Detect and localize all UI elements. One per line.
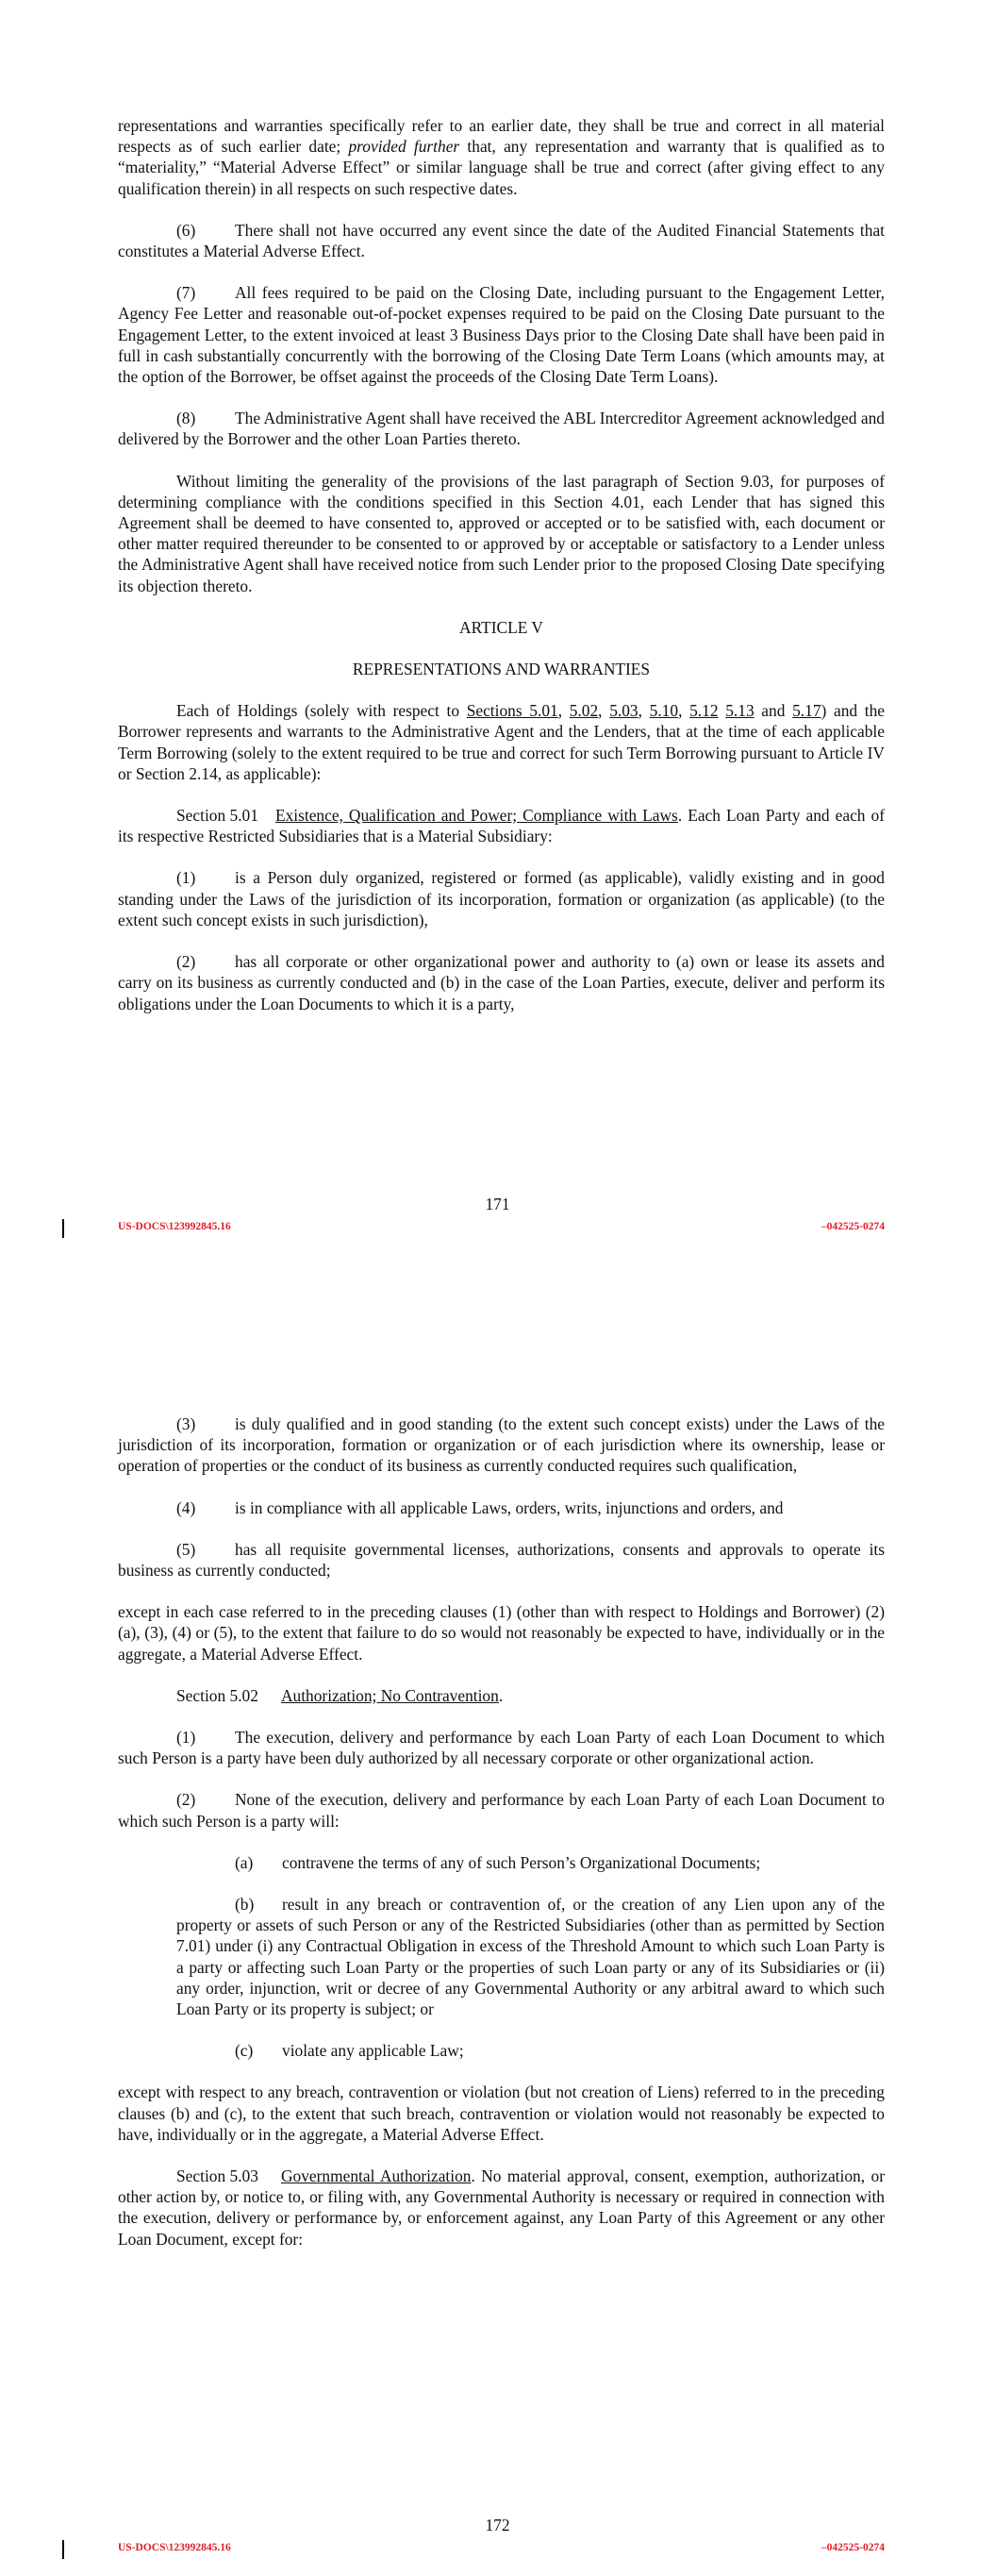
subclause-a: (a) contravene the terms of any of such Person’s Organizational Documents; [235, 1852, 761, 1872]
footer-matter-number: –042525-0274 [821, 1221, 885, 1232]
subclause-b: (b) result in any breach or contravention of, or the creation of any Lien upon any of the property or assets of such Person or any of the Restricted Subsidiaries (other than as permitted by Section 7.01) under (i) any Contractual Obligation in excess of the Threshold Amount to which such Loan Party is a party or affecting such Loan Party or the properties of such Loan party or any of its Subsidiaries or (ii) any order, injunction, writ or decree of any Governmental Authority or any arbitral award to which such Loan Party or its property is subject; or [176, 1895, 885, 2019]
page-number: 171 [485, 1195, 510, 1213]
condition-8: (8) The Administrative Agent shall have received the ABL Intercreditor Agreement acknowledged and delivered by the Borrower and the other Loan Parties thereto. [118, 409, 885, 449]
paragraph-without-limiting: Without limiting the generality of the provisions of the last paragraph of Section 9.03, for purposes of determining compliance with the conditions specified in this Section 4.01, each Lender that has signed this Agreement shall be deemed to have consented to, approved or accepted or to be satisfied with, each document or other matter required thereunder to be consented to or approved by or acceptable or satisfactory to a Lender unless the Administrative Agent shall have received notice from such Lender prior to the proposed Closing Date specifying its objection thereto. [118, 471, 885, 595]
change-bar [62, 2540, 64, 2559]
article-title: REPRESENTATIONS AND WARRANTIES [352, 660, 651, 679]
document-footer [118, 2542, 885, 2559]
document-page-172 [0, 1378, 995, 2576]
section-title: Existence, Qualification and Power; Compliance with Laws [274, 806, 678, 826]
article-heading: ARTICLE V [459, 617, 543, 637]
footer-doc-id: US-DOCS\123992845.16 [118, 2542, 231, 2553]
footer-doc-id: US-DOCS\123992845.16 [118, 1221, 231, 1232]
section-ref: 5.02 [569, 701, 599, 721]
section-ref: Sections 5.01 [466, 701, 558, 721]
clause-1: (1) is a Person duly organized, registered or formed (as applicable), validly existing and in good standing under the Laws of the jurisdiction of its incorporation, formation or organization (as applicable) (to the extent such concept exists in such jurisdiction), [118, 868, 885, 929]
section-ref: 5.12 [689, 701, 719, 721]
section-5-02: Section 5.02 Authorization; No Contravention. [176, 1685, 504, 1705]
paragraph-each-of-holdings: Each of Holdings (solely with respect to Sections 5.01, 5.02, 5.03, 5.10, 5.12 5.13 and 5.17) and the Borrower represents and warrants to the Administrative Agent and the Lenders, that at the time of each applicable Term Borrowing (solely to the extent required to be true and correct for such Term Borrowing pursuant to Article IV or Section 2.14, as applicable): [118, 701, 885, 783]
clause-5: (5) has all requisite governmental licenses, authorizations, consents and approvals to operate its business as currently conducted; [118, 1539, 885, 1581]
document-footer [118, 1221, 885, 1238]
change-bar [62, 1219, 64, 1238]
section-5-01: Section 5.01 Existence, Qualification and Power; Compliance with Laws. Each Loan Party and each of its respective Restricted Subsidiaries that is a Material Subsidiary: [118, 806, 885, 846]
clause-4: (4) is in compliance with all applicable Laws, orders, writs, injunctions and orders, and [176, 1497, 784, 1517]
paragraph-continuation: representations and warranties specifically refer to an earlier date, they shall be true and correct in all material respects as of such earlier date; provided further that, any representation and warranty that is qualified as to “materiality,” “Material Adverse Effect” or similar language shall be true and correct (after giving effect to any qualification therein) in all respects on such respective dates. [118, 116, 885, 198]
italic-term: provided further [348, 137, 460, 157]
section-ref: 5.13 [725, 701, 755, 721]
section-ref: 5.17 [792, 701, 821, 721]
page-body [118, 1413, 885, 2270]
authorization-1: (1) The execution, delivery and performance by each Loan Party of each Loan Document to which such Person is a party have been duly authorized by all necessary corporate or other organizational action. [118, 1728, 885, 1768]
condition-6: (6) There shall not have occurred any event since the date of the Audited Financial Statements that constitutes a Material Adverse Effect. [118, 220, 885, 261]
paragraph-except-2: except with respect to any breach, contravention or violation (but not creation of Liens) referred to in the preceding clauses (b) and (c), to the extent that such breach, contravention or violation would not reasonably be expected to have, individually or in the aggregate, a Material Adverse Effect. [118, 2083, 885, 2144]
paragraph-except-1: except in each case referred to in the preceding clauses (1) (other than with respect to Holdings and Borrower) (2)(a), (3), (4) or (5), to the extent that failure to do so would not reasonably be expected to have, individually or in the aggregate, a Material Adverse Effect. [118, 1602, 885, 1664]
page-number: 172 [485, 2516, 510, 2534]
condition-7: (7) All fees required to be paid on the Closing Date, including pursuant to the Engagement Letter, Agency Fee Letter and reasonable out-of-pocket expenses required to be paid on the Closing Date pursuant to the Engagement Letter, to the extent invoiced at least 3 Business Days prior to the Closing Date shall have been paid in full in cash substantially concurrently with the borrowing of the Closing Date Term Loans (which amounts may, at the option of the Borrower, be offset against the proceeds of the Closing Date Term Loans). [118, 283, 885, 387]
clause-2: (2) has all corporate or other organizational power and authority to (a) own or lease its assets and carry on its business as currently conducted and (b) in the case of the Loan Parties, execute, deliver and perform its obligations under the Loan Documents to which it is a party, [118, 952, 885, 1013]
section-ref: 5.10 [649, 701, 679, 721]
section-5-03: Section 5.03 Governmental Authorization. No material approval, consent, exemption, authorization, or other action by, or notice to, or filing with, any Governmental Authority is necessary or required in connection with the execution, delivery or performance by, or enforcement against, any Loan Party of this Agreement or any other Loan Document, except for: [118, 2166, 885, 2249]
section-ref: 5.03 [609, 701, 638, 721]
authorization-2: (2) None of the execution, delivery and performance by each Loan Party of each Loan Document to which such Person is a party will: [118, 1790, 885, 1831]
document-page-171 [0, 0, 995, 1283]
footer-matter-number: –042525-0274 [821, 2542, 885, 2553]
section-title: Governmental Authorization [280, 2166, 472, 2186]
subclause-c: (c) violate any applicable Law; [235, 2041, 464, 2061]
page-body [118, 115, 885, 1035]
clause-3: (3) is duly qualified and in good standing (to the extent such concept exists) under the Laws of the jurisdiction of its incorporation, formation or organization or of each jurisdiction where its ownership, lease or operation of properties or the conduct of its business as currently conducted requires such qualification, [118, 1414, 885, 1476]
section-title: Authorization; No Contravention [280, 1685, 499, 1705]
